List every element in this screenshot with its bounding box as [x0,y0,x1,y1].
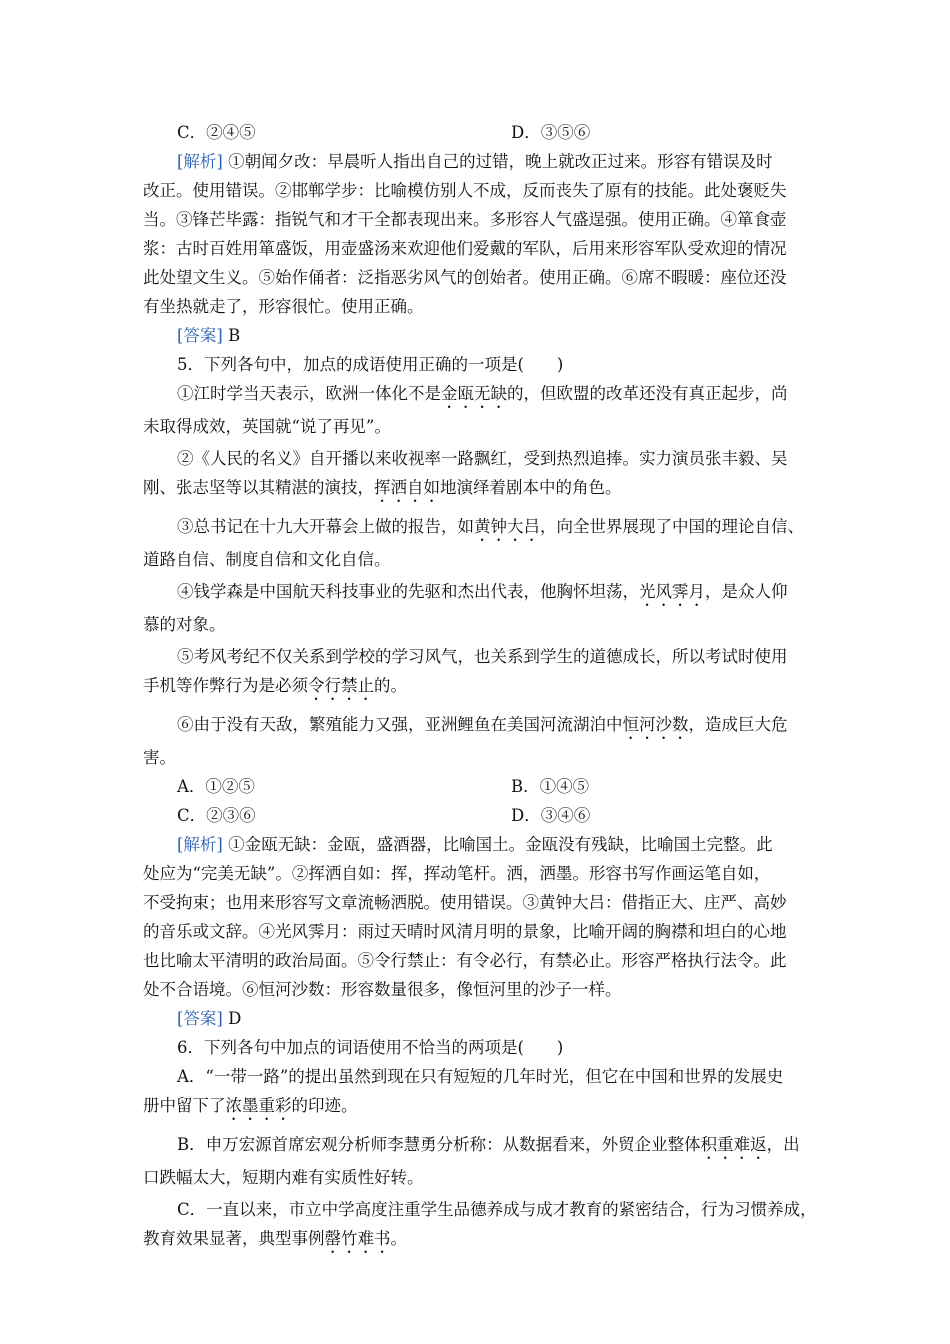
q5-option-d: D．③④⑥ [511,806,591,825]
q5-sentence-1-cont: 未取得成效，英国就“说了再见”。 [143,417,391,436]
dotted-term: 金瓯无缺 [441,384,507,403]
answer-tag: [答案] [177,326,223,345]
q4-options-row-cd [143,118,813,147]
q5-sentence-4-cont: 慕的对象。 [143,615,226,634]
q4-analysis-line-5: 此处望文生义。⑤始作俑者：泛指恶劣风气的创始者。使用正确。⑥席不暇暖：座位还没 [143,268,787,287]
q4-option-c: C．②④⑤ [177,123,256,142]
q4-analysis-line-1: [解析] ①朝闻夕改：早晨听人指出自己的过错，晚上就改正过来。形容有错误及时 [177,152,773,171]
dotted-term: 恒河沙数 [622,715,689,734]
analysis-tag: [解析] [177,835,223,854]
q6-option-c: C．一直以来，市立中学高度注重学生品德养成与成才教育的紧密结合，行为习惯养成， [177,1200,817,1219]
q5-analysis-line-1: [解析] ①金瓯无缺：金瓯，盛酒器，比喻国土。金瓯没有残缺，比喻国土完整。此 [177,835,773,854]
q5-sentence-5-cont: 手机等作弊行为是必须令行禁止的。 [143,676,407,695]
q6-option-a-cont: 册中留下了浓墨重彩的印迹。 [143,1096,358,1115]
document-page [143,118,817,1257]
dotted-term: 挥洒自如 [374,478,440,497]
q5-sentence-4: ④钱学森是中国航天科技事业的先驱和杰出代表，他胸怀坦荡，光风霁月，是众人仰 [177,582,788,601]
q6-option-b-cont: 口跌幅太大，短期内难有实质性好转。 [143,1168,424,1187]
dotted-term: 令行禁止 [308,676,374,695]
q5-analysis-line-2: 处应为“完美无缺”。②挥洒自如：挥，挥动笔杆。洒，洒墨。形容书写作画运笔自如， [143,864,771,883]
q6-option-a: A．“一带一路”的提出虽然到现在只有短短的几年时光，但它在中国和世界的发展史 [177,1067,784,1086]
q5-sentence-6: ⑥由于没有天敌，繁殖能力又强，亚洲鲤鱼在美国河流湖泊中恒河沙数，造成巨大危 [177,715,788,734]
q4-option-d: D．③⑤⑥ [511,123,591,142]
q6-option-b: B．申万宏源首席宏观分析师李慧勇分析称：从数据看来，外贸企业整体积重难返，出 [177,1135,800,1154]
q5-analysis-line-5: 也比喻太平清明的政治局面。⑤令行禁止：有令必行，有禁必止。形容严格执行法令。此 [143,951,787,970]
q4-analysis-line-2: 改正。使用错误。②邯郸学步：比喻模仿别人不成，反而丧失了原有的技能。此处褒贬失 [143,181,787,200]
q5-sentence-3-cont: 道路自信、制度自信和文化自信。 [143,550,391,569]
dotted-term: 浓墨重彩 [225,1096,292,1115]
q5-sentence-2-cont: 刚、张志坚等以其精湛的演技，挥洒自如地演绎着剧本中的角色。 [143,478,622,497]
q5-answer: [答案] D [177,1009,242,1028]
q5-sentence-3: ③总书记在十九大开幕会上做的报告，如黄钟大吕，向全世界展现了中国的理论自信、 [177,517,804,536]
q4-analysis-line-6: 有坐热就走了，形容很忙。使用正确。 [143,297,424,316]
q5-option-a: A．①②⑤ [177,777,255,796]
dotted-term: 罄竹难书 [324,1229,391,1248]
q5-sentence-1: ①江时学当天表示，欧洲一体化不是金瓯无缺的，但欧盟的改革还没有真正起步，尚 [177,384,788,403]
q5-sentence-5: ⑤考风考纪不仅关系到学校的学习风气，也关系到学生的道德成长，所以考试时使用 [177,647,788,666]
q6-stem: 6．下列各句中加点的词语使用不恰当的两项是( ) [177,1038,564,1057]
analysis-tag: [解析] [177,152,223,171]
q5-analysis-line-4: 的音乐或文辞。④光风霁月：雨过天晴时风清月明的景象，比喻开阔的胸襟和坦白的心地 [143,922,787,941]
answer-tag: [答案] [177,1009,223,1028]
q5-options-row-cd [143,801,813,830]
dotted-term: 积重难返 [700,1135,767,1154]
q5-option-c: C．②③⑥ [177,806,256,825]
dotted-term: 光风霁月 [639,582,705,601]
q5-sentence-6-cont: 害。 [143,748,176,767]
q5-options-row-ab [143,772,813,801]
dotted-term: 黄钟大吕 [474,517,540,536]
q5-option-b: B．①④⑤ [511,777,590,796]
q5-analysis-line-6: 处不合语境。⑥恒河沙数：形容数量很多，像恒河里的沙子一样。 [143,980,622,999]
q5-sentence-2: ②《人民的名义》自开播以来收视率一路飘红，受到热烈追捧。实力演员张丰毅、吴 [177,449,788,468]
q4-answer: [答案] B [177,326,241,345]
q6-option-c-cont: 教育效果显著，典型事例罄竹难书。 [143,1229,407,1248]
q5-analysis-line-3: 不受拘束；也用来形容写文章流畅洒脱。使用错误。③黄钟大吕：借指正大、庄严、高妙 [143,893,787,912]
q5-stem: 5．下列各句中，加点的成语使用正确的一项是( ) [177,355,564,374]
q4-analysis-line-4: 浆：古时百姓用箪盛饭，用壶盛汤来欢迎他们爱戴的军队，后用来形容军队受欢迎的情况 [143,239,787,258]
q4-analysis-line-3: 当。③锋芒毕露：指锐气和才干全都表现出来。多形容人气盛逞强。使用正确。④箪食壶 [143,210,787,229]
